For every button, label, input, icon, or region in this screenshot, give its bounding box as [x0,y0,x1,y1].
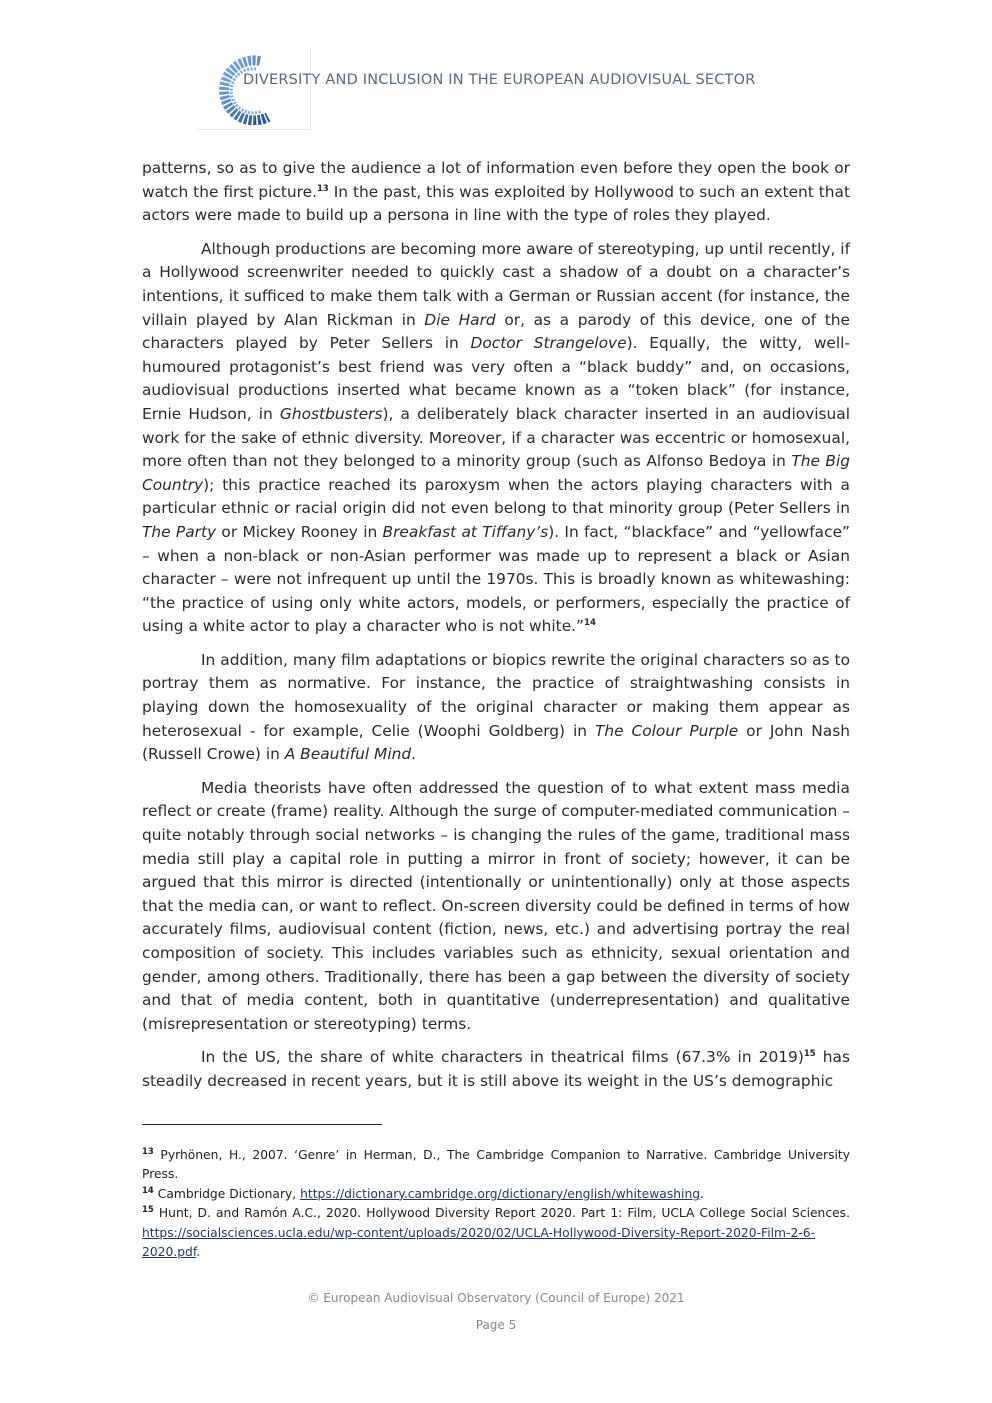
film-title: A Beautiful Mind [284,745,412,764]
footnote-link[interactable]: https://dictionary.cambridge.org/dictionary/english/whitewashing [300,1186,701,1201]
footnote-15 [142,1204,850,1262]
footnote-14 [142,1185,850,1204]
observatory-logo [198,47,311,130]
film-title: The Colour Purple [594,721,739,740]
text: ); this practice reached its paroxysm when the actors playing characters with a particular ethnic or racial origin did not even belong to that minority group (Peter Sellers in [142,475,850,518]
paragraph-1 [142,157,850,228]
footnote-number: 14 [142,1185,154,1196]
footnote-text: Cambridge Dictionary, [153,1186,301,1201]
film-title: The Big Country [142,452,850,494]
page-number: Page 5 [475,1318,517,1332]
footnote-text: Pyrhönen, H., 2007. ‘Genre’ in Herman, D., The Cambridge Companion to Narrative. Cambridge University Press. [142,1148,850,1182]
text: or Mickey Rooney in [216,522,383,541]
footnote-ref[interactable]: 14 [584,618,596,629]
footnote-text: . [196,1245,201,1260]
footnotes [142,1146,850,1262]
text: Although productions are becoming more aware of stereotyping, up until recently, if a Hollywood screenwriter needed to quickly cast a shadow of a doubt on a character’s intentions, it sufficed to make them talk with a German or Russian accent (for instance, the villain played by Alan Rickman in [142,239,850,329]
paragraph-5 [142,1046,850,1093]
footnote-text: . [700,1186,704,1201]
film-title: Die Hard [424,310,496,329]
text: has steadily decreased in recent years, but it is still above its weight in the US’s demographic [142,1048,850,1090]
footnote-separator [142,1124,382,1125]
footnote-number: 15 [142,1205,154,1216]
text: ), a deliberately black character inserted in an audiovisual work for the sake of ethnic diversity. Moreover, if a character was eccentric or homosexual, more often than not they belonged to a minority group (such as Alfonso Bedoya in [142,404,850,471]
footnote-text: Hunt, D. and Ramón A.C., 2020. Hollywood Diversity Report 2020. Part 1: Film, UCLA College Social Sciences. [153,1206,850,1221]
body-text [142,157,850,1104]
footnote-13 [142,1146,850,1185]
footnote-ref[interactable]: 15 [803,1049,816,1060]
paragraph-3 [142,649,850,767]
header-title: DIVERSITY AND INCLUSION IN THE EUROPEAN AUDIOVISUAL SECTOR [243,72,756,88]
footnote-link[interactable]: https://socialsciences.ucla.edu/wp-content/uploads/2020/02/UCLA-Hollywood-Diversity-Report-2020-Film-2-6-2020.pdf [142,1225,815,1260]
text: ). In fact, “blackface” and “yellowface” – when a non-black or non-Asian performer was made up to represent a black or Asian character – were not infrequent up until the 1970s. This is broadly known as whitewashing: “the practice of using only white actors, models, or performers, especially the practice of using a white actor to play a character who is not white.” [142,522,851,636]
text: . [411,745,417,764]
text: patterns, so as to give the audience a lot of information even before they open the book or watch the first picture. [142,159,850,201]
text: or John Nash (Russell Crowe) in [142,721,850,764]
film-title: Breakfast at Tiffany’s [382,522,549,541]
text: In addition, many film adaptations or biopics rewrite the original characters so as to portray them as normative. For instance, the practice of straightwashing consists in playing down the homosexuality of the original character or making them appear as heterosexual - for example, Celie (Woophi Goldberg) in [142,650,850,740]
copyright-footer: © European Audiovisual Observatory (Council of Europe) 2021 [307,1291,685,1305]
film-title: Ghostbusters [279,404,383,423]
footnote-number: 13 [142,1146,154,1157]
text: In the US, the share of white characters in theatrical films (67.3% in 2019) [201,1048,804,1067]
footnote-ref[interactable]: 13 [316,183,329,194]
paragraph-4: Media theorists have often addressed the question of to what extent mass media reflect or create (frame) reality. Although the surge of computer-mediated communication – quite notably through social networks – is changing the rules of the game, traditional mass media still play a capital role in putting a mirror in front of society; however, it can be argued that this mirror is directed (intentionally or unintentionally) only at those aspects that the media can, or want to reflect. On-screen diversity could be defined in terms of how accurately films, audiovisual content (fiction, news, etc.) and advertising portray the real composition of society. This includes variables such as ethnicity, sexual orientation and gender, among others. Traditionally, there has been a gap between the diversity of society and that of media content, both in quantitative (underrepresentation) and qualitative (misrepresentation or stereotyping) terms. [142,778,850,1033]
film-title: The Party [142,522,217,541]
paragraph-2 [142,238,850,639]
text: ). Equally, the witty, well-humoured protagonist’s best friend was very often a “black buddy” and, on occasions, audiovisual productions inserted what became known as a “token black” (for instance, Ernie Hudson, in [142,334,850,423]
page-header [198,47,798,131]
text: In the past, this was exploited by Hollywood to such an extent that actors were made to build up a persona in line with the type of roles they played. [142,182,850,225]
film-title: Doctor Strangelove [470,334,627,353]
text: or, as a parody of this device, one of the characters played by Peter Sellers in [142,310,851,353]
logo-arc-icon [210,55,280,125]
